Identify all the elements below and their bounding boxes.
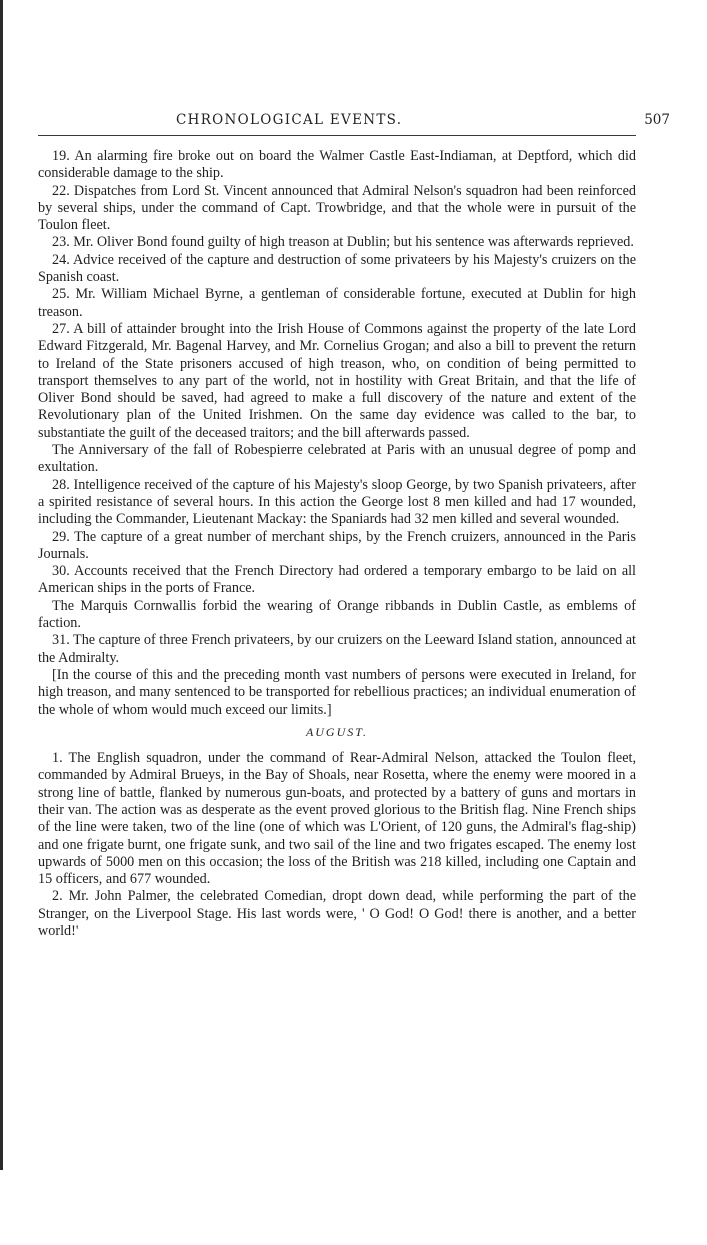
- editorial-note: [In the course of this and the preceding month vast numbers of persons were executed in Ireland, for high treason, and many sentenced to be transported for rebellious practices; an individual enumeration of the whole of whom would much exceed our limits.]: [38, 666, 636, 718]
- page-number: 507: [644, 112, 670, 128]
- page-content: [38, 148, 636, 940]
- entry-24: 24. Advice received of the capture and destruction of some privateers by his Majesty's cruizers on the Spanish coast.: [38, 251, 636, 286]
- entry-29: 29. The capture of a great number of merchant ships, by the French cruizers, announced in the Paris Journals.: [38, 528, 636, 562]
- august-entry-1: 1. The English squadron, under the command of Rear-Admiral Nelson, attacked the Toulon fleet, commanded by Admiral Brueys, in the Bay of Shoals, near Rosetta, where the enemy were moored in a strong line of battle, flanked by numerous gun-boats, and protected by a battery of guns and mortars in their van. The action was as desperate as the event proved glorious to the British flag. Nine French ships of the line were taken, two of the line (one of which was L'Orient, of 120 guns, the Admiral's flag-ship) and one frigate burnt, one frigate sunk, and two sail of the line and two frigates escaped. The enemy lost upwards of 5000 men on this occasion; the loss of the British was 218 killed, including one Captain and 15 officers, and 677 wounded.: [38, 750, 636, 888]
- entry-30-cornwallis: The Marquis Cornwallis forbid the wearing of Orange ribbands in Dublin Castle, as emblems of faction.: [38, 597, 636, 632]
- entry-31: 31. The capture of three French privateers, by our cruizers on the Leeward Island station, announced at the Admiralty.: [38, 632, 636, 666]
- scan-edge-bar: [0, 0, 3, 1170]
- page-header: [30, 112, 670, 136]
- header-rule: [38, 135, 636, 136]
- august-entry-2: 2. Mr. John Palmer, the celebrated Comedian, dropt down dead, while performing the part of the Stranger, on the Liverpool Stage. His last words were, ' O God! O God! there is another, and a better world!': [38, 888, 636, 940]
- entry-23: 23. Mr. Oliver Bond found guilty of high treason at Dublin; but his sentence was afterwards reprieved.: [52, 234, 634, 251]
- entry-25: 25. Mr. William Michael Byrne, a gentleman of considerable fortune, executed at Dublin for high treason.: [38, 286, 636, 320]
- entry-27-anniversary: The Anniversary of the fall of Robespierre celebrated at Paris with an unusual degree of pomp and exultation.: [38, 442, 636, 476]
- entry-22: 22. Dispatches from Lord St. Vincent announced that Admiral Nelson's squadron had been reinforced by several ships, under the command of Capt. Trowbridge, and that the whole were in pursuit of the Toulon fleet.: [38, 182, 636, 234]
- entry-19: 19. An alarming fire broke out on board the Walmer Castle East-Indiaman, at Deptford, which did considerable damage to the ship.: [38, 148, 636, 182]
- entry-27: 27. A bill of attainder brought into the Irish House of Commons against the property of the late Lord Edward Fitzgerald, Mr. Bagenal Harvey, and Mr. Cornelius Grogan; and also a bill to prevent the return to Ireland of the State prisoners accused of high treason, who, on condition of being permitted to transport themselves to any part of the world, not in hostility with Great Britain, and that the life of Oliver Bond should be saved, had agreed to make a full discovery of the nature and extent of the Revolutionary plan of the United Irishmen. On the same day evidence was called to the bar, to substantiate the guilt of the deceased traitors; and the bill afterwards passed.: [38, 320, 636, 441]
- entry-28: 28. Intelligence received of the capture of his Majesty's sloop George, by two Spanish privateers, after a spirited resistance of several hours. In this action the George lost 8 men killed and had 17 wounded, including the Commander, Lieutenant Mackay: the Spaniards had 32 men killed and several wounded.: [38, 476, 636, 528]
- month-heading-august: AUGUST.: [305, 724, 369, 739]
- entry-30: 30. Accounts received that the French Directory had ordered a temporary embargo to be laid on all American ships in the ports of France.: [38, 563, 636, 597]
- running-title: CHRONOLOGICAL EVENTS.: [176, 112, 403, 128]
